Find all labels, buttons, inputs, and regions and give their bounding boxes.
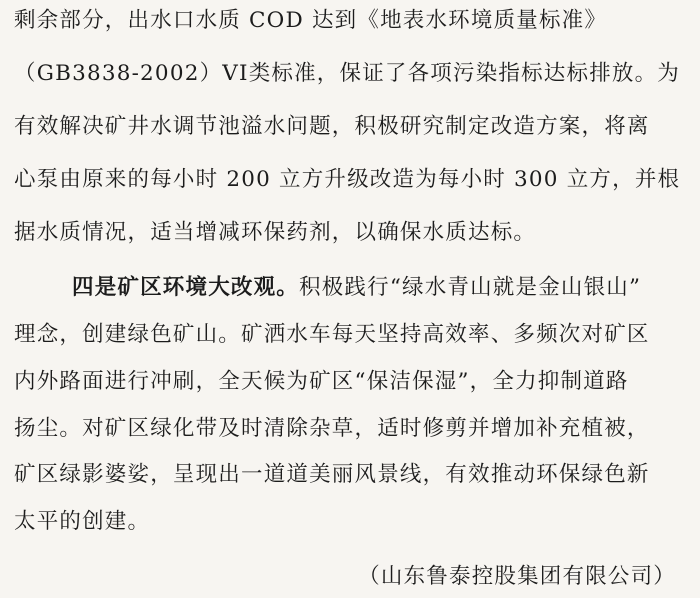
paragraph-line: 矿区绿影婆娑，呈现出一道道美丽风景线，有效推动环保绿色新 <box>14 462 650 487</box>
paragraph-line: 剩余部分，出水口水质 COD 达到《地表水环境质量标准》 <box>14 8 608 33</box>
paragraph-line: （GB3838-2002）VI类标准，保证了各项污染指标达标排放。为 <box>14 61 680 86</box>
paragraph-line: 有效解决矿井水调节池溢水问题，积极研究制定改造方案，将离 <box>14 114 650 139</box>
paragraph-line: 心泵由原来的每小时 200 立方升级改造为每小时 300 立方，并根 <box>14 167 681 192</box>
paragraph-first-line <box>72 275 641 301</box>
paragraph-line: 扬尘。对矿区绿化带及时清除杂草，适时修剪并增加补充植被， <box>14 416 650 441</box>
paragraph-line: 太平的创建。 <box>14 509 151 534</box>
company-signature: （山东鲁泰控股集团有限公司） <box>358 564 676 589</box>
paragraph-text: 积极践行“绿水青山就是金山银山” <box>299 275 642 300</box>
paragraph-line: 理念，创建绿色矿山。矿洒水车每天坚持高效率、多频次对矿区 <box>14 322 650 347</box>
paragraph-line: 据水质情况，适当增减环保药剂，以确保水质达标。 <box>14 220 537 245</box>
paragraph-line: 内外路面进行冲刷，全天候为矿区“保洁保湿”，全力抑制道路 <box>14 369 629 394</box>
section-heading: 四是矿区环境大改观。 <box>72 275 300 300</box>
